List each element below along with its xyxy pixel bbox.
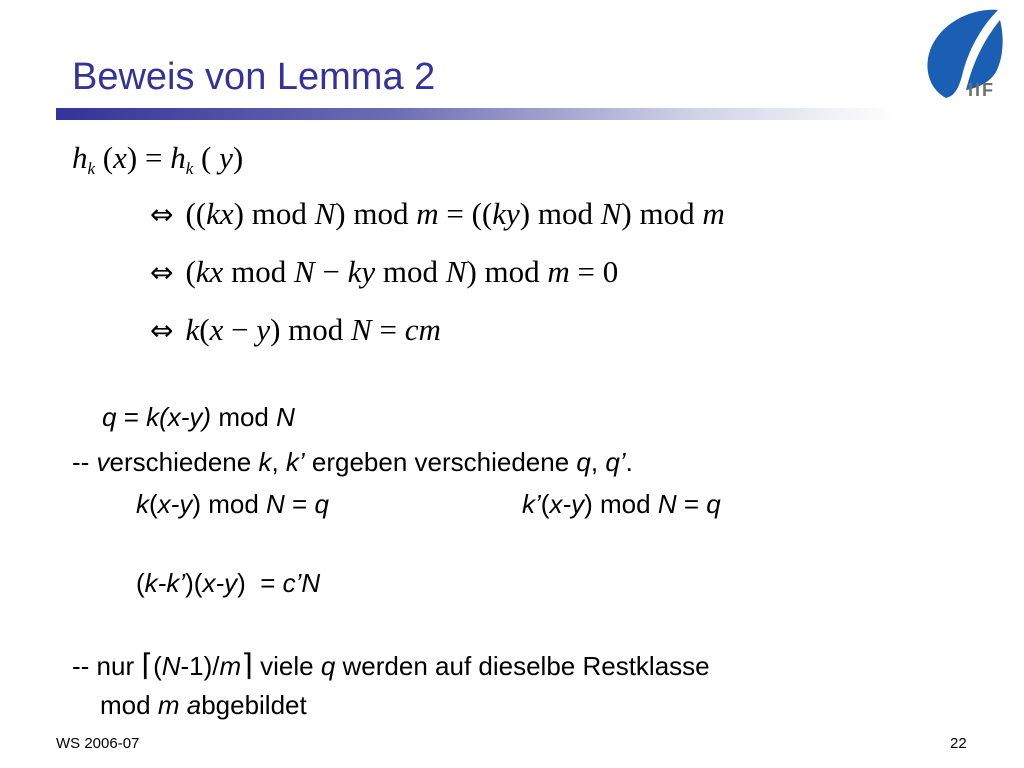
eq1-y: y <box>219 140 233 175</box>
expr-kxy: k(x-y) <box>146 402 212 432</box>
eq3-part: ( <box>185 254 196 289</box>
eq2-N: N <box>314 196 336 231</box>
comma: , <box>590 447 606 477</box>
paren: ) <box>237 568 246 598</box>
text: -1)/ <box>180 651 220 681</box>
eq4-cm: cm <box>404 312 441 347</box>
eq2-ky: ky <box>492 196 520 231</box>
var-k-prime: k’ <box>285 447 305 477</box>
text: ergeben verschiedene <box>304 447 577 477</box>
letter-a: a <box>186 690 202 720</box>
eq3-minus: − <box>314 254 348 289</box>
eq1-x: x <box>113 140 127 175</box>
line-k-mod-b <box>522 489 721 520</box>
period: . <box>625 447 633 477</box>
mod-word: mod <box>592 489 658 519</box>
eq4-part: ) mod <box>270 312 352 347</box>
paren: ( <box>540 489 550 519</box>
var-m: m <box>157 690 180 720</box>
iff-arrow-icon: ⇔ <box>150 198 174 231</box>
var-q: q <box>102 402 117 432</box>
eq3-part: mod <box>375 254 446 289</box>
text: werden auf dieselbe Restklasse <box>335 651 710 681</box>
var-m: m <box>219 651 242 681</box>
eq2-N: N <box>600 196 622 231</box>
eq2-part: ) mod <box>621 196 703 231</box>
text: erschiedene <box>109 447 259 477</box>
iff-arrow-icon: ⇔ <box>150 314 174 347</box>
eq2-kx: kx <box>206 196 234 231</box>
var-q: q <box>706 489 721 519</box>
eq2-part: ) mod <box>335 196 417 231</box>
mod-word: mod <box>201 489 267 519</box>
line-count <box>72 648 710 683</box>
eq3-ky: ky <box>347 254 376 289</box>
equation-4 <box>150 312 441 348</box>
paren: ( <box>136 568 145 598</box>
var-q-prime: q’ <box>605 447 626 477</box>
equals: = <box>676 489 707 519</box>
var-q: q <box>314 489 329 519</box>
equals: = <box>116 402 147 432</box>
paren: ) <box>192 489 202 519</box>
eq2-m: m <box>702 196 725 231</box>
line-q-definition <box>102 402 295 433</box>
text: -- nur <box>72 651 142 681</box>
equation-2 <box>150 196 725 232</box>
page-number: 22 <box>950 735 967 752</box>
line-mapped <box>100 690 307 721</box>
eq3-m: m <box>547 254 570 289</box>
eq1-h2: h <box>170 140 186 175</box>
eq2-m: m <box>416 196 439 231</box>
var-k-prime: k’ <box>522 489 541 519</box>
var-c-prime: c’ <box>282 568 302 598</box>
eq3-kx: kx <box>195 254 224 289</box>
eq4-x: x <box>209 312 224 347</box>
eq4-y: y <box>256 312 271 347</box>
left-ceiling-icon: ⌈ <box>141 648 154 683</box>
footer-semester: WS 2006-07 <box>56 735 140 752</box>
line-different-k <box>72 447 633 478</box>
expr-xy: x-y <box>157 489 193 519</box>
right-ceiling-icon: ⌉ <box>241 648 253 683</box>
var-N: N <box>161 651 181 681</box>
var-N: N <box>657 489 677 519</box>
text: viele <box>252 651 321 681</box>
eq4-minus: − <box>223 312 257 347</box>
expr-xy: x-y <box>202 568 238 598</box>
title-underline <box>56 108 896 120</box>
expr-k-minus-k-prime: k-k’ <box>144 568 186 598</box>
equation-3 <box>150 254 618 290</box>
var-N: N <box>301 568 321 598</box>
eq1-k2: k <box>185 159 194 178</box>
eq2-part: ) mod <box>519 196 601 231</box>
var-q: q <box>320 651 336 681</box>
eq1-k: k <box>87 159 96 178</box>
var-k: k <box>136 489 149 519</box>
eq2-part: = (( <box>438 196 493 231</box>
eq3-part: mod <box>223 254 294 289</box>
eq1-equals: = <box>144 140 163 175</box>
iff-arrow-icon: ⇔ <box>150 256 174 289</box>
equals: = <box>284 489 315 519</box>
mod-word: mod <box>100 690 158 720</box>
mod-word: mod <box>211 402 277 432</box>
dash: -- <box>72 447 97 477</box>
expr-xy: x-y <box>549 489 585 519</box>
paren: ) <box>584 489 593 519</box>
text: bgebildet <box>201 690 307 720</box>
equation-1: $h_k$ $(x) = h_k$ ( y) <box>72 140 244 178</box>
eq4-equals: = <box>371 312 405 347</box>
equals: = <box>245 568 283 598</box>
eq4-N: N <box>351 312 372 347</box>
paren: )( <box>185 568 203 598</box>
line-k-mod-a <box>136 489 329 520</box>
logo-text: IIF <box>968 80 995 100</box>
eq1-h: h <box>72 140 88 175</box>
var-k: k <box>258 447 272 477</box>
eq4-part: ( <box>199 312 210 347</box>
slide-title: Beweis von Lemma 2 <box>72 56 436 98</box>
eq4-k: k <box>185 312 200 347</box>
var-N: N <box>276 402 295 432</box>
eq3-N: N <box>293 254 315 289</box>
eq3-part: ) mod <box>466 254 548 289</box>
eq2-part: ) mod <box>233 196 315 231</box>
eq3-part: = 0 <box>569 254 619 289</box>
paren: ( <box>153 651 162 681</box>
paren: ( <box>149 489 158 519</box>
space <box>179 690 186 720</box>
line-difference <box>136 568 320 599</box>
letter-v: v <box>96 447 110 477</box>
var-N: N <box>266 489 285 519</box>
comma: , <box>271 447 286 477</box>
eq2-part: (( <box>185 196 207 231</box>
var-q: q <box>576 447 591 477</box>
eq3-N: N <box>445 254 467 289</box>
